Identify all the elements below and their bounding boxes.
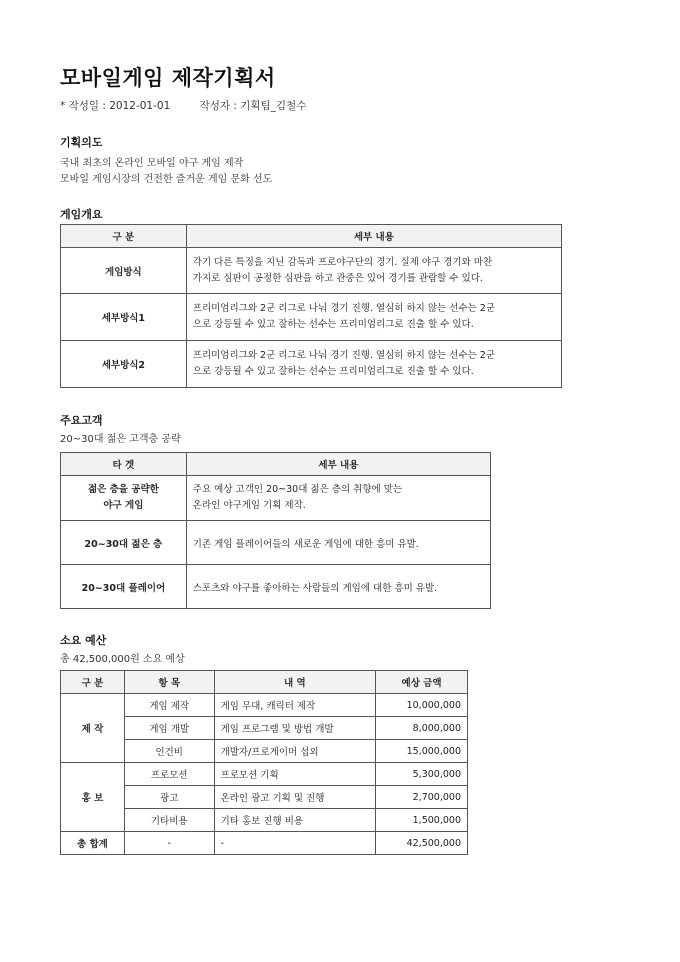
customers-table bbox=[60, 452, 491, 609]
table-header-row bbox=[61, 453, 491, 476]
row-label: 게임방식 bbox=[61, 248, 187, 294]
detail-cell: 스포츠와 야구를 좋아하는 사람들의 게임에 대한 흥미 유발. bbox=[186, 565, 490, 609]
amount-cell: 8,000,000 bbox=[376, 717, 468, 740]
amount-cell: 1,500,000 bbox=[376, 809, 468, 832]
row-label: 세부방식1 bbox=[61, 294, 187, 341]
amount-cell: 10,000,000 bbox=[376, 694, 468, 717]
category-cell: 제 작 bbox=[61, 694, 125, 763]
intent-line: 국내 최초의 온라인 모바일 야구 게임 제작 bbox=[60, 158, 244, 169]
row-label: 세부방식2 bbox=[61, 341, 187, 388]
target-cell: 젊은 층을 공략한 야구 게임 bbox=[61, 476, 187, 521]
author-label: 작성자 : 기획팀_김철수 bbox=[199, 100, 307, 112]
page-title: 모바일게임 제작기획서 bbox=[60, 66, 276, 90]
category-cell: 홍 보 bbox=[61, 763, 125, 832]
total-row bbox=[61, 832, 468, 855]
detail-cell: 기타 홍보 진행 비용 bbox=[214, 809, 375, 832]
item-cell: 광고 bbox=[124, 786, 214, 809]
item-cell: 인건비 bbox=[124, 740, 214, 763]
table-row bbox=[61, 341, 562, 388]
intent-heading: 기획의도 bbox=[60, 136, 103, 149]
budget-table bbox=[60, 670, 468, 855]
table-row bbox=[61, 248, 562, 294]
row-description: 프리미엄리그와 2군 리그로 나눠 경기 진행. 열심히 하지 않는 선수는 2군 으로 강등될 수 있고 잘하는 선수는 프리미엄리그로 진출 할 수 있다. bbox=[186, 341, 561, 388]
customers-heading: 주요고객 bbox=[60, 414, 103, 427]
item-cell: 기타비용 bbox=[124, 809, 214, 832]
total-label: 총 합계 bbox=[61, 832, 125, 855]
table-header-row bbox=[61, 671, 468, 694]
document-meta bbox=[60, 98, 310, 113]
column-header: 세부 내용 bbox=[186, 225, 561, 248]
detail-cell: 온라인 광고 기획 및 진행 bbox=[214, 786, 375, 809]
column-header: 타 겟 bbox=[61, 453, 187, 476]
date-label: * 작성일 : 2012-01-01 bbox=[60, 100, 171, 112]
row-description: 프리미엄리그와 2군 리그로 나눠 경기 진행. 열심히 하지 않는 선수는 2군 으로 강등될 수 있고 잘하는 선수는 프리미엄리그로 진출 할 수 있다. bbox=[186, 294, 561, 341]
column-header: 세부 내용 bbox=[186, 453, 490, 476]
table-row bbox=[61, 521, 491, 565]
column-header: 구 분 bbox=[61, 671, 125, 694]
column-header: 내 역 bbox=[214, 671, 375, 694]
customers-subtitle: 20~30대 젊은 고객층 공략 bbox=[60, 434, 181, 445]
detail-cell: 주요 예상 고객인 20~30대 젊은 층의 취향에 맞는 온라인 야구게임 기획 제작. bbox=[186, 476, 490, 521]
column-header: 항 목 bbox=[124, 671, 214, 694]
table-row bbox=[61, 476, 491, 521]
item-cell: 게임 개발 bbox=[124, 717, 214, 740]
detail-cell: 개발자/프로게이머 섭외 bbox=[214, 740, 375, 763]
overview-heading: 게임개요 bbox=[60, 208, 103, 221]
item-cell: - bbox=[124, 832, 214, 855]
overview-table bbox=[60, 224, 562, 388]
detail-cell: 게임 무대, 캐릭터 제작 bbox=[214, 694, 375, 717]
target-cell: 20~30대 플레이어 bbox=[61, 565, 187, 609]
amount-cell: 5,300,000 bbox=[376, 763, 468, 786]
detail-cell: 기존 게임 플레이어들의 새로운 게임에 대한 흥미 유발. bbox=[186, 521, 490, 565]
table-row bbox=[61, 763, 468, 786]
table-row bbox=[61, 294, 562, 341]
budget-subtitle: 총 42,500,000원 소요 예상 bbox=[60, 654, 185, 665]
row-description: 각기 다른 특징을 지닌 감독과 프로야구단의 경기. 실제 야구 경기와 마찬 가지로 심판이 공정한 심판을 하고 관중은 있어 경기를 관람할 수 있다. bbox=[186, 248, 561, 294]
column-header: 예상 금액 bbox=[376, 671, 468, 694]
target-cell: 20~30대 젊은 층 bbox=[61, 521, 187, 565]
column-header: 구 분 bbox=[61, 225, 187, 248]
table-header-row bbox=[61, 225, 562, 248]
item-cell: 프로모션 bbox=[124, 763, 214, 786]
item-cell: 게임 제작 bbox=[124, 694, 214, 717]
detail-cell: 게임 프로그램 및 방법 개발 bbox=[214, 717, 375, 740]
table-row bbox=[61, 694, 468, 717]
amount-cell: 15,000,000 bbox=[376, 740, 468, 763]
table-row bbox=[61, 565, 491, 609]
detail-cell: - bbox=[214, 832, 375, 855]
intent-line: 모바일 게임시장의 건전한 즐거운 게임 문화 선도 bbox=[60, 174, 273, 185]
amount-cell: 2,700,000 bbox=[376, 786, 468, 809]
total-amount: 42,500,000 bbox=[376, 832, 468, 855]
detail-cell: 프로모션 기획 bbox=[214, 763, 375, 786]
budget-heading: 소요 예산 bbox=[60, 634, 107, 647]
